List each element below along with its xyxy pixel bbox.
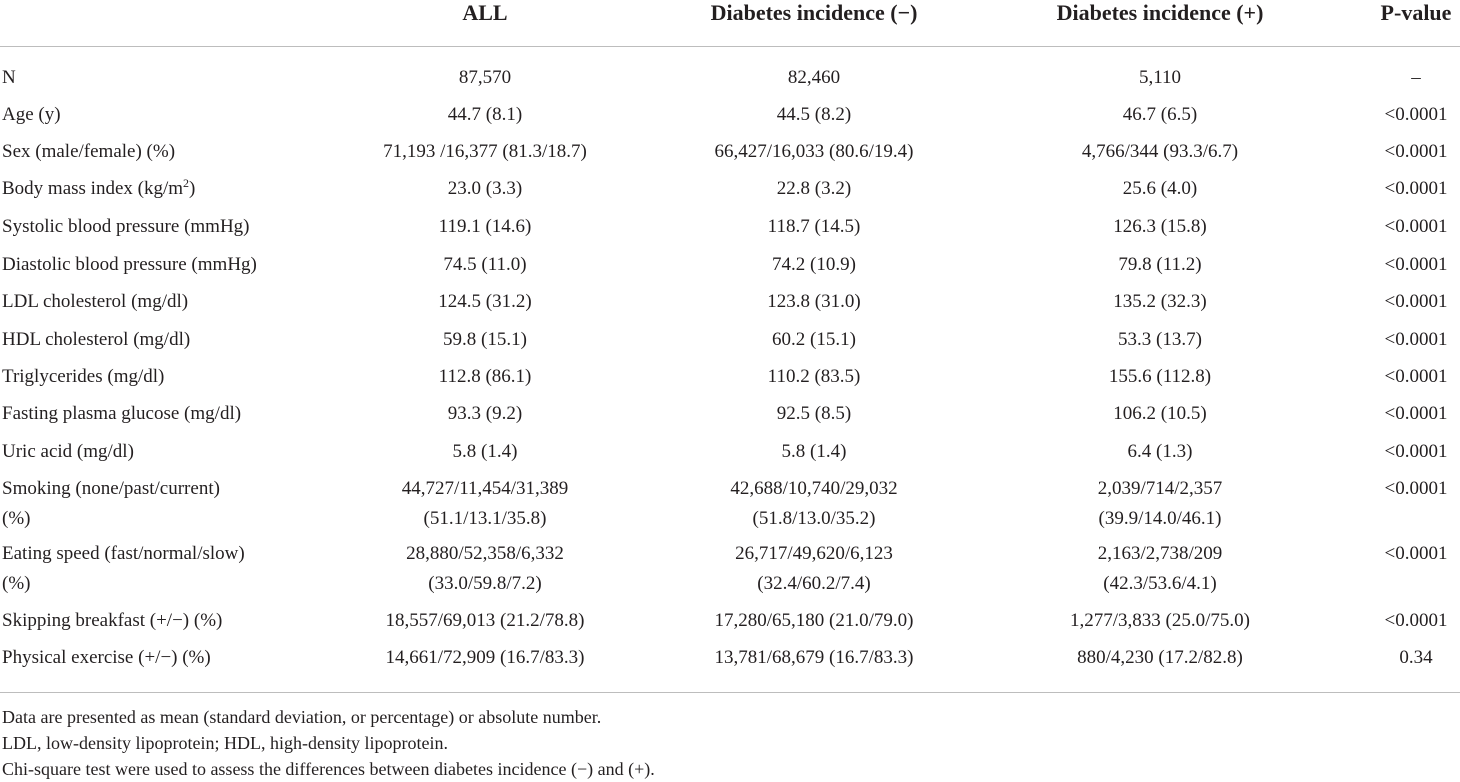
row-label: Body mass index $(kg/m^2)$ [2,176,196,199]
cell-neg: 74.2 (10.9) [772,254,856,275]
cell-all: 44,727/11,454/31,389 [401,478,569,499]
header-p-value: P-value [1380,0,1452,25]
cell-all: 28,880/52,358/6,332 [406,543,564,564]
row-label: Eating speed (fast/normal/slow) [2,543,245,564]
footnote: LDL, low-density lipoprotein; HDL, high-density lipoprotein. [2,733,448,753]
cell-neg: 17,280/65,180 (21.0/79.0) [714,610,914,631]
cell-pos: 4,766/344 (93.3/6.7) [1081,141,1239,162]
superscript-2: 2 [183,176,190,190]
row-label: Diastolic blood pressure (mmHg) [2,254,257,275]
cell-pos: 880/4,230 (17.2/82.8) [1077,647,1243,668]
row-label: Age (y) [2,104,61,125]
row-label: Physical exercise (+/−) (%) [2,647,211,668]
cell-neg: 42,688/10,740/29,032 [730,478,898,499]
cell-neg: 92.5 (8.5) [776,403,852,424]
cell-neg: 66,427/16,033 (80.6/19.4) [714,141,914,162]
cell-p: <0.0001 [1384,254,1448,275]
cell-p: <0.0001 [1384,366,1448,387]
cell-all: 44.7 (8.1) [447,104,523,125]
cell-pos: 53.3 (13.7) [1118,329,1202,350]
cell-neg: 13,781/68,679 (16.7/83.3) [714,647,914,668]
row-label: Systolic blood pressure (mmHg) [2,216,250,237]
cell-p: <0.0001 [1384,403,1448,424]
row-label: LDL cholesterol (mg/dl) [2,291,189,312]
cell-all: 124.5 (31.2) [438,291,532,312]
table-header [0,0,1460,47]
cell-neg-pct: (51.8/13.0/35.2) [752,508,876,529]
cell-p: <0.0001 [1384,329,1448,350]
cell-pos: 1,277/3,833 (25.0/75.0) [1070,610,1250,631]
cell-p: <0.0001 [1384,178,1448,199]
cell-pos: 106.2 (10.5) [1113,403,1207,424]
cell-all: 112.8 (86.1) [438,366,532,387]
cell-p: <0.0001 [1384,441,1448,462]
cell-p: <0.0001 [1384,610,1448,631]
cell-all: 14,661/72,909 (16.7/83.3) [385,647,585,668]
cell-pos: 2,163/2,738/209 [1097,543,1223,564]
cell-pos: 135.2 (32.3) [1113,291,1207,312]
header-all: ALL [462,0,508,25]
table-footnotes [2,704,655,782]
row-label: N [2,67,16,88]
cell-neg: 110.2 (83.5) [767,366,861,387]
cell-pos: 25.6 (4.0) [1122,178,1198,199]
cell-all: 5.8 (1.4) [452,441,518,462]
cell-p: <0.0001 [1384,104,1448,125]
cell-all: 71,193 /16,377 (81.3/18.7) [383,141,587,162]
cell-all: 93.3 (9.2) [447,403,523,424]
cell-neg: 5.8 (1.4) [781,441,847,462]
cell-p: <0.0001 [1384,478,1448,499]
cell-neg: 22.8 (3.2) [776,178,852,199]
cell-pos-pct: (42.3/53.6/4.1) [1103,573,1217,594]
footnote: Chi-square test were used to assess the differences between diabetes incidence (−) and (+). [2,759,655,779]
cell-pos-pct: (39.9/14.0/46.1) [1098,508,1222,529]
cell-neg-pct: (32.4/60.2/7.4) [757,573,871,594]
cell-p: – [1411,67,1421,88]
row-label: Uric acid (mg/dl) [2,441,134,462]
table-bottom-rule [0,692,1460,693]
cell-all: 23.0 (3.3) [447,178,523,199]
row-label: Triglycerides (mg/dl) [2,366,165,387]
cell-neg: 118.7 (14.5) [767,216,861,237]
cell-all: 119.1 (14.6) [438,216,532,237]
cell-pos: 79.8 (11.2) [1118,254,1202,275]
cell-neg: 123.8 (31.0) [767,291,861,312]
row-label: HDL cholesterol (mg/dl) [2,329,191,350]
cell-neg: 82,460 [787,67,841,88]
cell-all: 74.5 (11.0) [443,254,527,275]
cell-neg: 44.5 (8.2) [776,104,852,125]
cell-all-pct: (33.0/59.8/7.2) [428,573,542,594]
cell-p: <0.0001 [1384,141,1448,162]
cell-all: 18,557/69,013 (21.2/78.8) [385,610,585,631]
header-diabetes-pos: Diabetes incidence (+) [1056,0,1264,25]
row-label: Smoking (none/past/current) [2,478,220,499]
cell-pos: 5,110 [1138,67,1182,88]
row-label: Skipping breakfast (+/−) (%) [2,610,223,631]
cell-p: <0.0001 [1384,543,1448,564]
cell-all: 59.8 (15.1) [443,329,527,350]
cell-p: 0.34 [1399,647,1433,668]
row-label: Sex (male/female) (%) [2,141,176,162]
cell-pos: 6.4 (1.3) [1127,441,1193,462]
row-label: Fasting plasma glucose (mg/dl) [2,403,242,424]
cell-pos: 46.7 (6.5) [1122,104,1198,125]
cell-neg: 60.2 (15.1) [772,329,856,350]
cell-p: <0.0001 [1384,216,1448,237]
cell-all-pct: (51.1/13.1/35.8) [423,508,547,529]
header-diabetes-neg: Diabetes incidence (−) [710,0,918,25]
cell-pos: 155.6 (112.8) [1108,366,1212,387]
cell-pos: 126.3 (15.8) [1113,216,1207,237]
cell-all: 87,570 [458,67,512,88]
cell-pos: 2,039/714/2,357 [1097,478,1223,499]
footnote: Data are presented as mean (standard deviation, or percentage) or absolute number. [2,707,602,727]
cell-neg: 26,717/49,620/6,123 [735,543,893,564]
row-label-cont: (%) [2,573,31,594]
row-label-cont: (%) [2,508,31,529]
cell-p: <0.0001 [1384,291,1448,312]
